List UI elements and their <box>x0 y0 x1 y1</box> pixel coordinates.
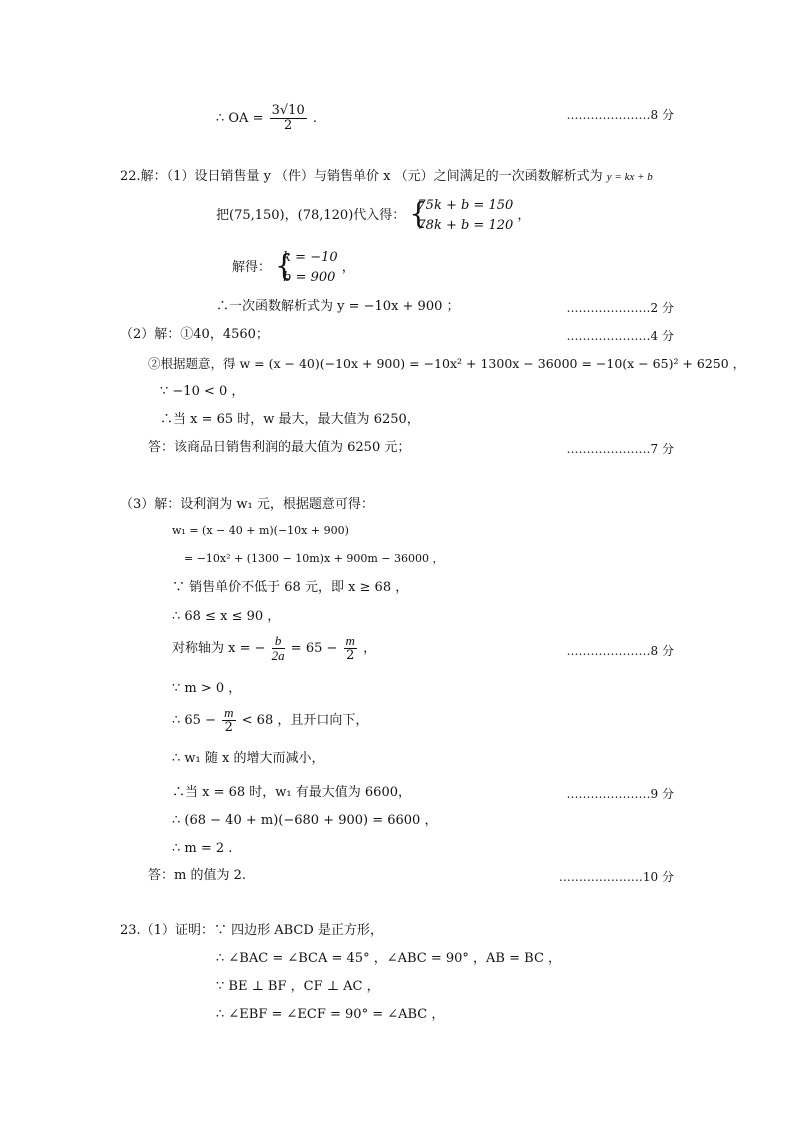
q22-part3-w1: w₁ = (x − 40 + m)(−10x + 900) <box>172 524 349 537</box>
axis-prefix: 对称轴为 x = − <box>172 641 266 656</box>
q22-part3-eq: ∴ (68 − 40 + m)(−680 + 900) = 6600 ， <box>172 813 438 828</box>
q22-sol-2: b = 900 <box>283 270 336 285</box>
score-8-first: …………………8 分 <box>566 108 674 122</box>
q22-part3-answer: 答：m 的值为 2. <box>148 868 246 883</box>
q22-eq-end: ， <box>517 208 531 223</box>
oa-result-line <box>216 104 317 133</box>
q22-sol-1: k = −10 <box>283 250 338 265</box>
q22-equation-system: { 75k + b = 150 78k + b = 120 <box>409 196 513 236</box>
q23-right-angles: ∴ ∠EBF = ∠ECF = 90° = ∠ABC ， <box>216 1007 445 1022</box>
q22-part2: （2）解：①40，4560； <box>120 327 269 342</box>
oa-fraction <box>270 104 307 133</box>
q22-part2-answer: 答：该商品日销售利润的最大值为 6250 元； <box>148 440 411 455</box>
axis-fraction-m-num: m <box>345 633 355 648</box>
oa-prefix: ∴ OA = <box>216 111 264 126</box>
q22-part3: （3）解：设利润为 w₁ 元，根据题意可得： <box>120 497 374 512</box>
score-4: …………………4 分 <box>566 329 674 343</box>
score-10: …………………10 分 <box>558 870 674 884</box>
q22-part3-m: ∴ m = 2 . <box>172 841 233 856</box>
q22-result: ∴一次函数解析式为 y = −10x + 900 ； <box>216 299 460 314</box>
score-9: …………………9 分 <box>566 787 674 801</box>
q22-part3-range: ∴ 68 ≤ x ≤ 90 ， <box>172 609 281 624</box>
ineq-fraction-den: 2 <box>224 720 233 735</box>
ineq-post: < 68 ，且开口向下， <box>241 713 369 728</box>
axis-fraction-m <box>344 634 357 663</box>
q22-solution-system: { k = −10 b = 900 <box>275 248 337 288</box>
q22-solution <box>232 248 355 288</box>
oa-suffix: . <box>312 111 318 126</box>
q22-eq-2: 78k + b = 120 <box>417 218 514 233</box>
q22-part3-m-positive: ∵ m > 0 ， <box>172 681 242 696</box>
q22-eq-1: 75k + b = 150 <box>417 198 514 213</box>
q22-part3-axis <box>172 634 376 663</box>
q22-part3-price: ∵ 销售单价不低于 68 元，即 x ≥ 68 ， <box>172 580 409 595</box>
q22-part3-ineq <box>172 706 368 735</box>
q22-part3-max: ∴当 x = 68 时，w₁ 有最大值为 6600， <box>172 785 411 800</box>
score-7: …………………7 分 <box>566 442 674 456</box>
q23-heading: 23.（1）证明：∵ 四边形 ABCD 是正方形， <box>120 923 383 938</box>
axis-fraction-b-num: b <box>272 634 285 649</box>
q22-heading-text: 22.解：（1）设日销售量 y （件）与销售单价 x （元）之间满足的一次函数解析式为 <box>120 169 603 184</box>
q22-part3-expand: = −10x² + (1300 − 10m)x + 900m − 36000 ， <box>184 552 444 565</box>
axis-fraction-b <box>272 634 285 663</box>
axis-mid: = 65 − <box>290 641 338 656</box>
axis-fraction-b-den: 2a <box>271 648 285 663</box>
ineq-prefix: ∴ 65 − <box>172 713 216 728</box>
q22-substitution-text: 把(75,150)，(78,120)代入得： <box>216 208 406 223</box>
ineq-fraction <box>222 706 235 735</box>
q23-perp: ∵ BE ⊥ BF ，CF ⊥ AC ， <box>216 979 380 994</box>
score-8-second: …………………8 分 <box>566 644 674 658</box>
axis-end: ， <box>363 641 377 656</box>
q22-part3-decrease: ∴ w₁ 随 x 的增大而减小， <box>172 751 325 766</box>
q22-part2-profit: ②根据题意，得 w = (x − 40)(−10x + 900) = −10x² + 1300x − 36000 = −10(x − 65)² + 6250 ， <box>148 356 746 371</box>
q22-part2-max: ∴当 x = 65 时，w 最大，最大值为 6250， <box>160 412 420 427</box>
axis-fraction-m-den: 2 <box>346 648 355 663</box>
oa-fraction-denominator: 2 <box>284 118 293 133</box>
ineq-fraction-num: m <box>224 705 234 720</box>
q22-formula: y = kx + b <box>606 171 653 183</box>
q22-part2-neg: ∵ −10 < 0 ， <box>160 384 245 399</box>
q22-heading <box>120 168 653 186</box>
q22-substitution <box>216 196 530 236</box>
q22-solve-label: 解得： <box>232 260 272 275</box>
oa-fraction-numerator: 3√10 <box>271 103 305 118</box>
q23-angles: ∴ ∠BAC = ∠BCA = 45° ，∠ABC = 90° ，AB = BC ， <box>216 951 562 966</box>
q22-sol-end: ， <box>341 260 355 275</box>
score-2: …………………2 分 <box>566 301 674 315</box>
